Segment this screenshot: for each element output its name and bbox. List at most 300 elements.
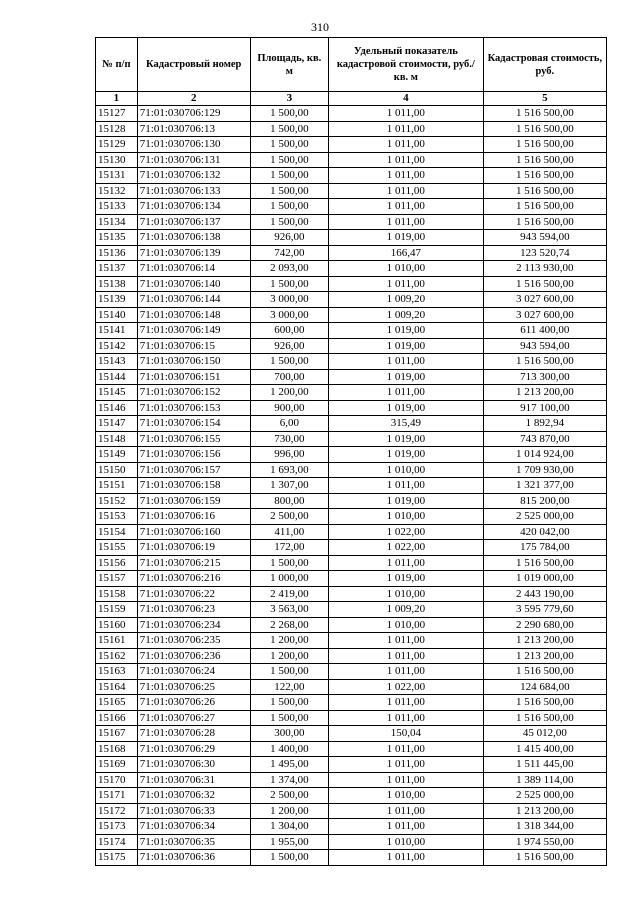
table-row — [96, 245, 607, 261]
cell-cadastral-number: 71:01:030706:144 — [137, 292, 250, 308]
cell-area: 900,00 — [250, 400, 328, 416]
table-row — [96, 757, 607, 773]
page-number: 310 — [311, 20, 329, 34]
cell-index: 15175 — [96, 850, 138, 866]
cell-unit-value: 1 010,00 — [329, 834, 484, 850]
cell-unit-value: 1 022,00 — [329, 540, 484, 556]
cell-cadastral-number: 71:01:030706:13 — [137, 121, 250, 137]
cell-cadastral-number: 71:01:030706:30 — [137, 757, 250, 773]
cell-index: 15133 — [96, 199, 138, 215]
cell-index: 15173 — [96, 819, 138, 835]
cell-unit-value: 1 011,00 — [329, 385, 484, 401]
cell-area: 1 200,00 — [250, 648, 328, 664]
column-number: 2 — [137, 92, 250, 106]
cell-cadastral-value: 3 027 600,00 — [483, 292, 606, 308]
cell-area: 1 500,00 — [250, 121, 328, 137]
cell-cadastral-value: 124 684,00 — [483, 679, 606, 695]
column-number: 4 — [329, 92, 484, 106]
cell-index: 15174 — [96, 834, 138, 850]
cell-cadastral-value: 743 870,00 — [483, 431, 606, 447]
cell-cadastral-value: 1 321 377,00 — [483, 478, 606, 494]
cell-cadastral-value: 943 594,00 — [483, 338, 606, 354]
cell-cadastral-value: 1 516 500,00 — [483, 664, 606, 680]
cell-cadastral-value: 1 516 500,00 — [483, 354, 606, 370]
column-number: 1 — [96, 92, 138, 106]
table-row — [96, 416, 607, 432]
cell-cadastral-number: 71:01:030706:33 — [137, 803, 250, 819]
cell-index: 15127 — [96, 106, 138, 122]
cell-cadastral-value: 1 516 500,00 — [483, 121, 606, 137]
cell-index: 15150 — [96, 462, 138, 478]
table-row — [96, 323, 607, 339]
header-unit-value: Удельный показатель кадастровой стоимости, руб./кв. м — [329, 38, 484, 92]
cell-unit-value: 1 010,00 — [329, 261, 484, 277]
cell-cadastral-value: 1 516 500,00 — [483, 850, 606, 866]
cell-index: 15160 — [96, 617, 138, 633]
cell-area: 2 500,00 — [250, 788, 328, 804]
cell-cadastral-number: 71:01:030706:215 — [137, 555, 250, 571]
cell-area: 1 500,00 — [250, 199, 328, 215]
cell-cadastral-number: 71:01:030706:235 — [137, 633, 250, 649]
table-row — [96, 354, 607, 370]
cell-area: 1 304,00 — [250, 819, 328, 835]
cell-cadastral-number: 71:01:030706:148 — [137, 307, 250, 323]
cell-area: 926,00 — [250, 230, 328, 246]
cell-cadastral-value: 1 019 000,00 — [483, 571, 606, 587]
cell-index: 15134 — [96, 214, 138, 230]
cell-cadastral-value: 2 290 680,00 — [483, 617, 606, 633]
cell-unit-value: 1 011,00 — [329, 710, 484, 726]
cell-cadastral-number: 71:01:030706:34 — [137, 819, 250, 835]
table-row — [96, 524, 607, 540]
table-row — [96, 261, 607, 277]
cell-index: 15145 — [96, 385, 138, 401]
cell-unit-value: 1 011,00 — [329, 168, 484, 184]
cell-area: 926,00 — [250, 338, 328, 354]
cell-area: 1 500,00 — [250, 168, 328, 184]
header-row — [96, 38, 607, 92]
table-row — [96, 509, 607, 525]
cell-area: 1 500,00 — [250, 695, 328, 711]
cell-unit-value: 1 011,00 — [329, 633, 484, 649]
cell-cadastral-value: 1 516 500,00 — [483, 710, 606, 726]
cell-area: 2 500,00 — [250, 509, 328, 525]
table-row — [96, 772, 607, 788]
cell-area: 1 500,00 — [250, 137, 328, 153]
cell-unit-value: 1 010,00 — [329, 788, 484, 804]
cell-cadastral-number: 71:01:030706:236 — [137, 648, 250, 664]
cell-index: 15136 — [96, 245, 138, 261]
cell-index: 15167 — [96, 726, 138, 742]
cell-cadastral-number: 71:01:030706:149 — [137, 323, 250, 339]
cell-area: 1 374,00 — [250, 772, 328, 788]
cell-index: 15171 — [96, 788, 138, 804]
table-row — [96, 369, 607, 385]
cell-index: 15135 — [96, 230, 138, 246]
cell-index: 15131 — [96, 168, 138, 184]
cell-unit-value: 1 011,00 — [329, 772, 484, 788]
cell-cadastral-value: 917 100,00 — [483, 400, 606, 416]
cell-index: 15130 — [96, 152, 138, 168]
table-row — [96, 586, 607, 602]
cell-unit-value: 1 022,00 — [329, 524, 484, 540]
table-body — [96, 106, 607, 866]
cell-cadastral-number: 71:01:030706:19 — [137, 540, 250, 556]
cell-unit-value: 1 019,00 — [329, 338, 484, 354]
table-row — [96, 493, 607, 509]
table-row — [96, 106, 607, 122]
cell-area: 411,00 — [250, 524, 328, 540]
cell-cadastral-value: 1 516 500,00 — [483, 183, 606, 199]
cell-index: 15149 — [96, 447, 138, 463]
cell-area: 1 500,00 — [250, 183, 328, 199]
cell-area: 1 500,00 — [250, 214, 328, 230]
cadastre-table — [95, 37, 607, 866]
cell-cadastral-value: 3 595 779,60 — [483, 602, 606, 618]
table-row — [96, 183, 607, 199]
cell-index: 15142 — [96, 338, 138, 354]
cell-area: 600,00 — [250, 323, 328, 339]
cell-unit-value: 1 019,00 — [329, 230, 484, 246]
cell-cadastral-number: 71:01:030706:152 — [137, 385, 250, 401]
cell-cadastral-value: 420 042,00 — [483, 524, 606, 540]
cell-unit-value: 1 011,00 — [329, 121, 484, 137]
cell-unit-value: 1 019,00 — [329, 323, 484, 339]
cell-cadastral-value: 45 012,00 — [483, 726, 606, 742]
cell-unit-value: 1 011,00 — [329, 106, 484, 122]
cell-cadastral-value: 1 709 930,00 — [483, 462, 606, 478]
cell-area: 1 500,00 — [250, 276, 328, 292]
cell-index: 15154 — [96, 524, 138, 540]
cell-cadastral-number: 71:01:030706:31 — [137, 772, 250, 788]
cell-unit-value: 1 011,00 — [329, 478, 484, 494]
table-row — [96, 462, 607, 478]
cell-index: 15165 — [96, 695, 138, 711]
table-row — [96, 726, 607, 742]
cell-cadastral-number: 71:01:030706:24 — [137, 664, 250, 680]
cell-index: 15138 — [96, 276, 138, 292]
cell-cadastral-value: 1 516 500,00 — [483, 106, 606, 122]
cell-index: 15151 — [96, 478, 138, 494]
cell-unit-value: 1 011,00 — [329, 152, 484, 168]
cell-unit-value: 1 009,20 — [329, 307, 484, 323]
cell-unit-value: 1 019,00 — [329, 493, 484, 509]
cell-area: 2 419,00 — [250, 586, 328, 602]
cell-cadastral-value: 1 213 200,00 — [483, 633, 606, 649]
table-row — [96, 679, 607, 695]
cell-area: 800,00 — [250, 493, 328, 509]
cell-cadastral-value: 1 318 344,00 — [483, 819, 606, 835]
table-row — [96, 168, 607, 184]
cell-cadastral-value: 2 113 930,00 — [483, 261, 606, 277]
cell-cadastral-number: 71:01:030706:129 — [137, 106, 250, 122]
table-row — [96, 540, 607, 556]
cell-area: 1 500,00 — [250, 710, 328, 726]
cell-index: 15152 — [96, 493, 138, 509]
cell-unit-value: 1 010,00 — [329, 509, 484, 525]
cell-unit-value: 1 010,00 — [329, 617, 484, 633]
table-row — [96, 571, 607, 587]
cell-cadastral-number: 71:01:030706:134 — [137, 199, 250, 215]
header-area: Площадь, кв. м — [250, 38, 328, 92]
cell-area: 1 500,00 — [250, 664, 328, 680]
cell-unit-value: 1 011,00 — [329, 757, 484, 773]
cell-area: 3 563,00 — [250, 602, 328, 618]
cell-index: 15143 — [96, 354, 138, 370]
cell-unit-value: 1 011,00 — [329, 819, 484, 835]
cell-cadastral-value: 3 027 600,00 — [483, 307, 606, 323]
cell-index: 15140 — [96, 307, 138, 323]
cell-area: 742,00 — [250, 245, 328, 261]
cell-cadastral-number: 71:01:030706:234 — [137, 617, 250, 633]
table-row — [96, 400, 607, 416]
cell-cadastral-number: 71:01:030706:32 — [137, 788, 250, 804]
cell-cadastral-number: 71:01:030706:155 — [137, 431, 250, 447]
cell-cadastral-value: 1 516 500,00 — [483, 555, 606, 571]
cell-unit-value: 1 011,00 — [329, 555, 484, 571]
table-row — [96, 478, 607, 494]
cell-index: 15164 — [96, 679, 138, 695]
cell-cadastral-value: 1 516 500,00 — [483, 695, 606, 711]
cell-unit-value: 1 019,00 — [329, 431, 484, 447]
cell-index: 15163 — [96, 664, 138, 680]
cell-cadastral-value: 1 974 550,00 — [483, 834, 606, 850]
cell-cadastral-value: 611 400,00 — [483, 323, 606, 339]
table-row — [96, 307, 607, 323]
header-index: № п/п — [96, 38, 138, 92]
cell-index: 15162 — [96, 648, 138, 664]
cell-index: 15148 — [96, 431, 138, 447]
cell-unit-value: 1 019,00 — [329, 400, 484, 416]
cell-unit-value: 1 009,20 — [329, 292, 484, 308]
cell-cadastral-number: 71:01:030706:132 — [137, 168, 250, 184]
table-row — [96, 152, 607, 168]
cell-area: 1 955,00 — [250, 834, 328, 850]
cell-area: 3 000,00 — [250, 307, 328, 323]
cell-unit-value: 1 011,00 — [329, 664, 484, 680]
cell-unit-value: 1 011,00 — [329, 214, 484, 230]
cell-cadastral-value: 2 525 000,00 — [483, 788, 606, 804]
cell-index: 15158 — [96, 586, 138, 602]
cell-cadastral-value: 1 516 500,00 — [483, 152, 606, 168]
cell-cadastral-value: 1 516 500,00 — [483, 168, 606, 184]
cell-area: 3 000,00 — [250, 292, 328, 308]
cell-index: 15139 — [96, 292, 138, 308]
cell-cadastral-number: 71:01:030706:151 — [137, 369, 250, 385]
table-row — [96, 338, 607, 354]
cell-cadastral-number: 71:01:030706:216 — [137, 571, 250, 587]
cell-cadastral-number: 71:01:030706:29 — [137, 741, 250, 757]
cell-cadastral-number: 71:01:030706:22 — [137, 586, 250, 602]
cell-area: 1 200,00 — [250, 633, 328, 649]
cell-cadastral-number: 71:01:030706:14 — [137, 261, 250, 277]
cell-unit-value: 1 011,00 — [329, 803, 484, 819]
cell-cadastral-value: 2 525 000,00 — [483, 509, 606, 525]
table-row — [96, 850, 607, 866]
cell-unit-value: 1 011,00 — [329, 199, 484, 215]
cell-cadastral-number: 71:01:030706:160 — [137, 524, 250, 540]
cell-unit-value: 150,04 — [329, 726, 484, 742]
cell-index: 15170 — [96, 772, 138, 788]
cell-index: 15153 — [96, 509, 138, 525]
cell-cadastral-value: 1 213 200,00 — [483, 803, 606, 819]
cell-area: 1 400,00 — [250, 741, 328, 757]
cell-cadastral-value: 175 784,00 — [483, 540, 606, 556]
cell-cadastral-value: 1 516 500,00 — [483, 276, 606, 292]
cell-cadastral-number: 71:01:030706:16 — [137, 509, 250, 525]
table-row — [96, 385, 607, 401]
table-row — [96, 121, 607, 137]
cell-area: 172,00 — [250, 540, 328, 556]
table-row — [96, 214, 607, 230]
header-cadastral-number: Кадастровый номер — [137, 38, 250, 92]
cell-index: 15157 — [96, 571, 138, 587]
table-row — [96, 695, 607, 711]
cell-index: 15141 — [96, 323, 138, 339]
cell-area: 1 200,00 — [250, 385, 328, 401]
cell-index: 15147 — [96, 416, 138, 432]
table-row — [96, 788, 607, 804]
cell-cadastral-number: 71:01:030706:130 — [137, 137, 250, 153]
table-row — [96, 741, 607, 757]
cell-area: 1 307,00 — [250, 478, 328, 494]
cell-cadastral-value: 2 443 190,00 — [483, 586, 606, 602]
cell-unit-value: 1 011,00 — [329, 276, 484, 292]
cell-unit-value: 1 011,00 — [329, 695, 484, 711]
cell-area: 1 500,00 — [250, 850, 328, 866]
column-number-row — [96, 92, 607, 106]
cell-index: 15172 — [96, 803, 138, 819]
cell-cadastral-number: 71:01:030706:36 — [137, 850, 250, 866]
cell-area: 1 500,00 — [250, 106, 328, 122]
cell-cadastral-number: 71:01:030706:27 — [137, 710, 250, 726]
cell-unit-value: 1 019,00 — [329, 369, 484, 385]
cell-area: 2 268,00 — [250, 617, 328, 633]
cell-cadastral-number: 71:01:030706:153 — [137, 400, 250, 416]
cell-cadastral-value: 123 520,74 — [483, 245, 606, 261]
cell-unit-value: 1 011,00 — [329, 137, 484, 153]
table-row — [96, 431, 607, 447]
cell-unit-value: 1 022,00 — [329, 679, 484, 695]
cell-area: 1 200,00 — [250, 803, 328, 819]
table-row — [96, 803, 607, 819]
cell-cadastral-number: 71:01:030706:35 — [137, 834, 250, 850]
cell-unit-value: 166,47 — [329, 245, 484, 261]
cell-index: 15169 — [96, 757, 138, 773]
table-row — [96, 276, 607, 292]
cell-unit-value: 1 009,20 — [329, 602, 484, 618]
table-row — [96, 664, 607, 680]
cell-index: 15156 — [96, 555, 138, 571]
cell-cadastral-value: 713 300,00 — [483, 369, 606, 385]
cell-unit-value: 1 019,00 — [329, 447, 484, 463]
cell-cadastral-number: 71:01:030706:133 — [137, 183, 250, 199]
cell-index: 15161 — [96, 633, 138, 649]
cell-cadastral-value: 1 516 500,00 — [483, 199, 606, 215]
header-cadastral-value: Кадастровая стоимость, руб. — [483, 38, 606, 92]
table-row — [96, 819, 607, 835]
cell-area: 300,00 — [250, 726, 328, 742]
cell-cadastral-number: 71:01:030706:157 — [137, 462, 250, 478]
cell-cadastral-value: 1 389 114,00 — [483, 772, 606, 788]
cell-index: 15132 — [96, 183, 138, 199]
cell-cadastral-number: 71:01:030706:159 — [137, 493, 250, 509]
cell-area: 6,00 — [250, 416, 328, 432]
cell-unit-value: 315,49 — [329, 416, 484, 432]
cell-cadastral-value: 815 200,00 — [483, 493, 606, 509]
table-row — [96, 555, 607, 571]
cell-index: 15128 — [96, 121, 138, 137]
cell-cadastral-number: 71:01:030706:139 — [137, 245, 250, 261]
table-row — [96, 230, 607, 246]
cell-index: 15155 — [96, 540, 138, 556]
cell-cadastral-value: 1 516 500,00 — [483, 137, 606, 153]
cell-area: 1 500,00 — [250, 555, 328, 571]
cell-cadastral-number: 71:01:030706:131 — [137, 152, 250, 168]
cell-unit-value: 1 011,00 — [329, 648, 484, 664]
cell-unit-value: 1 011,00 — [329, 850, 484, 866]
cell-area: 1 693,00 — [250, 462, 328, 478]
cell-area: 1 495,00 — [250, 757, 328, 773]
cell-cadastral-number: 71:01:030706:25 — [137, 679, 250, 695]
cell-index: 15129 — [96, 137, 138, 153]
cell-cadastral-number: 71:01:030706:150 — [137, 354, 250, 370]
table-row — [96, 447, 607, 463]
cell-cadastral-value: 1 014 924,00 — [483, 447, 606, 463]
table-row — [96, 602, 607, 618]
cell-cadastral-number: 71:01:030706:154 — [137, 416, 250, 432]
cell-cadastral-value: 1 213 200,00 — [483, 648, 606, 664]
column-number: 3 — [250, 92, 328, 106]
table-row — [96, 648, 607, 664]
cell-area: 2 093,00 — [250, 261, 328, 277]
cell-index: 15166 — [96, 710, 138, 726]
cell-index: 15137 — [96, 261, 138, 277]
cell-cadastral-number: 71:01:030706:15 — [137, 338, 250, 354]
table-row — [96, 633, 607, 649]
table-row — [96, 834, 607, 850]
cell-area: 122,00 — [250, 679, 328, 695]
cell-area: 730,00 — [250, 431, 328, 447]
cell-cadastral-number: 71:01:030706:140 — [137, 276, 250, 292]
table-row — [96, 199, 607, 215]
column-number: 5 — [483, 92, 606, 106]
table-row — [96, 617, 607, 633]
cell-cadastral-value: 1 415 400,00 — [483, 741, 606, 757]
cell-cadastral-value: 1 516 500,00 — [483, 214, 606, 230]
cell-cadastral-number: 71:01:030706:156 — [137, 447, 250, 463]
cell-cadastral-value: 1 892,94 — [483, 416, 606, 432]
table-row — [96, 710, 607, 726]
cell-cadastral-number: 71:01:030706:137 — [137, 214, 250, 230]
cell-cadastral-value: 1 511 445,00 — [483, 757, 606, 773]
cell-unit-value: 1 011,00 — [329, 741, 484, 757]
cell-unit-value: 1 011,00 — [329, 183, 484, 199]
cell-cadastral-number: 71:01:030706:26 — [137, 695, 250, 711]
table-row — [96, 292, 607, 308]
cell-area: 1 500,00 — [250, 354, 328, 370]
cell-area: 1 000,00 — [250, 571, 328, 587]
cell-cadastral-number: 71:01:030706:138 — [137, 230, 250, 246]
cell-unit-value: 1 019,00 — [329, 571, 484, 587]
cell-index: 15146 — [96, 400, 138, 416]
cell-cadastral-number: 71:01:030706:28 — [137, 726, 250, 742]
table-row — [96, 137, 607, 153]
cell-cadastral-number: 71:01:030706:158 — [137, 478, 250, 494]
cell-area: 996,00 — [250, 447, 328, 463]
cell-area: 700,00 — [250, 369, 328, 385]
cell-cadastral-value: 943 594,00 — [483, 230, 606, 246]
